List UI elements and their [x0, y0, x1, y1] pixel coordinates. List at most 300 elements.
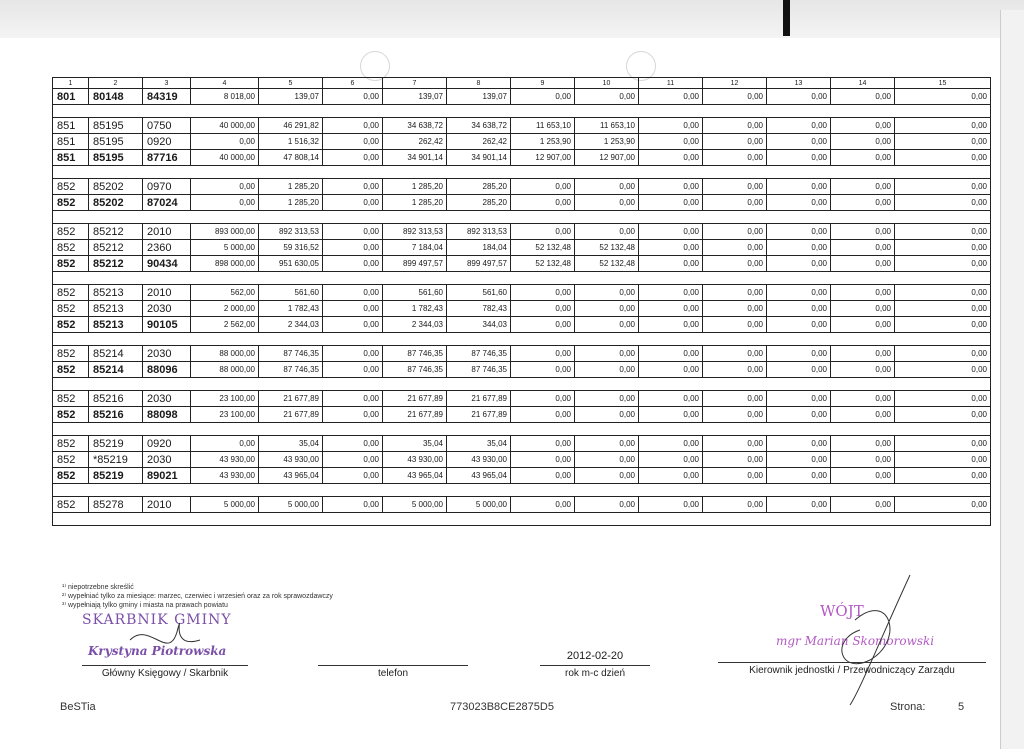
- table-cell: 2360: [143, 240, 191, 256]
- table-cell: 0,00: [767, 497, 831, 513]
- table-cell: 0,00: [639, 391, 703, 407]
- table-cell: 85202: [89, 195, 143, 211]
- table-cell: 0,00: [511, 452, 575, 468]
- table-cell: 0,00: [767, 179, 831, 195]
- table-cell: 43 965,04: [383, 468, 447, 484]
- table-cell: 0,00: [323, 468, 383, 484]
- table-cell: 0,00: [323, 195, 383, 211]
- table-cell: 84319: [143, 89, 191, 105]
- table-cell: 43 965,04: [447, 468, 511, 484]
- table-cell: 0,00: [575, 391, 639, 407]
- table-cell: 0,00: [511, 407, 575, 423]
- column-header: 8: [447, 78, 511, 89]
- table-cell: 285,20: [447, 195, 511, 211]
- table-cell: 85213: [89, 317, 143, 333]
- table-cell: 0,00: [831, 317, 895, 333]
- table-cell: 0,00: [767, 240, 831, 256]
- column-header: 3: [143, 78, 191, 89]
- table-cell: 0,00: [703, 497, 767, 513]
- table-cell: 561,60: [447, 285, 511, 301]
- table-cell: 0,00: [323, 179, 383, 195]
- table-cell: 561,60: [383, 285, 447, 301]
- table-cell: 0,00: [575, 195, 639, 211]
- column-header: 7: [383, 78, 447, 89]
- table-cell: 85216: [89, 391, 143, 407]
- table-cell: 852: [53, 346, 89, 362]
- table-cell: 2030: [143, 452, 191, 468]
- table-cell: 0,00: [831, 436, 895, 452]
- table-cell: 34 901,14: [383, 150, 447, 166]
- table-cell: 899 497,57: [447, 256, 511, 272]
- mayor-stamp-name: mgr Marian Skomorowski: [776, 634, 935, 648]
- table-cell: 0,00: [767, 285, 831, 301]
- table-cell: 892 313,53: [447, 224, 511, 240]
- date-line: [540, 665, 650, 666]
- table-cell: 0,00: [575, 452, 639, 468]
- table-cell: 0,00: [895, 179, 991, 195]
- table-cell: 1 516,32: [259, 134, 323, 150]
- table-cell: 12 907,00: [575, 150, 639, 166]
- footnote: ¹⁾ niepotrzebne skreślić: [62, 584, 134, 591]
- table-cell: 0,00: [831, 301, 895, 317]
- treasurer-label: Główny Księgowy / Skarbnik: [101, 668, 229, 679]
- table-cell: 34 638,72: [383, 118, 447, 134]
- table-cell: 0,00: [323, 150, 383, 166]
- column-header: 6: [323, 78, 383, 89]
- table-cell: 0,00: [639, 468, 703, 484]
- table-cell: 5 000,00: [383, 497, 447, 513]
- page-label: Strona:: [890, 701, 926, 713]
- table-cell: 0,00: [323, 118, 383, 134]
- page-number: 5: [958, 701, 965, 713]
- table-cell: 0,00: [895, 317, 991, 333]
- table-cell: 893 000,00: [191, 224, 259, 240]
- table-cell: 0,00: [511, 346, 575, 362]
- table-cell: 0,00: [639, 134, 703, 150]
- table-cell: 0,00: [323, 89, 383, 105]
- table-cell: 0,00: [895, 256, 991, 272]
- table-cell: 0,00: [575, 179, 639, 195]
- table-cell: 0,00: [639, 452, 703, 468]
- table-cell: 0,00: [323, 497, 383, 513]
- table-cell: 0,00: [575, 362, 639, 378]
- table-cell: 89021: [143, 468, 191, 484]
- table-cell: 2010: [143, 285, 191, 301]
- table-cell: 87 746,35: [259, 346, 323, 362]
- table-cell: 899 497,57: [383, 256, 447, 272]
- table-cell: 0,00: [703, 362, 767, 378]
- table-cell: 0,00: [511, 89, 575, 105]
- table-cell: 184,04: [447, 240, 511, 256]
- table-cell: 851: [53, 150, 89, 166]
- table-cell: 43 930,00: [191, 468, 259, 484]
- table-cell: 35,04: [259, 436, 323, 452]
- table-cell: 46 291,82: [259, 118, 323, 134]
- table-cell: 85212: [89, 224, 143, 240]
- table-cell: 0,00: [767, 134, 831, 150]
- table-cell: 0,00: [767, 452, 831, 468]
- table-cell: 562,00: [191, 285, 259, 301]
- table-cell: 852: [53, 256, 89, 272]
- table-cell: 0,00: [511, 301, 575, 317]
- table-cell: 0,00: [639, 346, 703, 362]
- treasurer-stamp-title: SKARBNIK GMINY: [82, 612, 232, 628]
- table-cell: 892 313,53: [383, 224, 447, 240]
- table-cell: 0,00: [511, 317, 575, 333]
- table-cell: 0,00: [323, 285, 383, 301]
- table-cell: 0,00: [767, 407, 831, 423]
- table-cell: 0,00: [323, 240, 383, 256]
- column-header: 9: [511, 78, 575, 89]
- table-cell: 0,00: [511, 391, 575, 407]
- table-cell: 0,00: [831, 224, 895, 240]
- table-cell: 21 677,89: [447, 407, 511, 423]
- table-cell: 0,00: [703, 407, 767, 423]
- table-cell: 0,00: [323, 407, 383, 423]
- table-cell: 2 562,00: [191, 317, 259, 333]
- table-cell: 0,00: [831, 89, 895, 105]
- table-cell: 0,00: [639, 89, 703, 105]
- table-cell: *85219: [89, 452, 143, 468]
- table-cell: 85213: [89, 285, 143, 301]
- table-cell: 852: [53, 436, 89, 452]
- table-cell: 0,00: [895, 407, 991, 423]
- table-cell: 47 808,14: [259, 150, 323, 166]
- table-cell: 59 316,52: [259, 240, 323, 256]
- column-header: 2: [89, 78, 143, 89]
- table-cell: 0,00: [767, 89, 831, 105]
- column-header: 15: [895, 78, 991, 89]
- table-cell: 0,00: [831, 407, 895, 423]
- footnote: ²⁾ wypełniać tylko za miesiące: marzec, czerwiec i wrzesień oraz za rok sprawozdawczy: [62, 593, 333, 600]
- table-cell: 0,00: [831, 497, 895, 513]
- table-cell: 0,00: [323, 134, 383, 150]
- table-cell: 2 344,03: [383, 317, 447, 333]
- table-cell: 2 344,03: [259, 317, 323, 333]
- table-cell: 0,00: [703, 134, 767, 150]
- table-cell: 0750: [143, 118, 191, 134]
- table-cell: 0,00: [639, 150, 703, 166]
- table-cell: 52 132,48: [575, 256, 639, 272]
- table-cell: 52 132,48: [511, 256, 575, 272]
- table-cell: 0,00: [703, 179, 767, 195]
- column-header: 14: [831, 78, 895, 89]
- table-cell: 21 677,89: [259, 407, 323, 423]
- table-cell: 0,00: [639, 118, 703, 134]
- table-cell: 0,00: [703, 224, 767, 240]
- column-header: 13: [767, 78, 831, 89]
- table-cell: 0,00: [639, 301, 703, 317]
- table-cell: 0,00: [895, 452, 991, 468]
- table-cell: 0,00: [703, 468, 767, 484]
- table-cell: 52 132,48: [575, 240, 639, 256]
- table-cell: 87 746,35: [259, 362, 323, 378]
- table-cell: 0,00: [511, 436, 575, 452]
- table-cell: 0,00: [703, 301, 767, 317]
- table-cell: 85212: [89, 256, 143, 272]
- table-cell: 0,00: [511, 468, 575, 484]
- footnote: ³⁾ wypełniają tylko gminy i miasta na prawach powiatu: [62, 602, 228, 609]
- table-cell: 0,00: [895, 362, 991, 378]
- table-cell: 852: [53, 224, 89, 240]
- table-cell: 21 677,89: [383, 391, 447, 407]
- table-cell: 852: [53, 362, 89, 378]
- table-cell: 0,00: [703, 240, 767, 256]
- table-cell: 0,00: [831, 118, 895, 134]
- head-signature-line: [718, 662, 986, 663]
- table-cell: 88 000,00: [191, 346, 259, 362]
- table-cell: 40 000,00: [191, 118, 259, 134]
- table-cell: 0,00: [831, 468, 895, 484]
- table-cell: 5 000,00: [259, 497, 323, 513]
- table-cell: 0,00: [895, 224, 991, 240]
- table-cell: 0,00: [767, 317, 831, 333]
- table-cell: 0,00: [511, 195, 575, 211]
- table-cell: 852: [53, 391, 89, 407]
- table-cell: 852: [53, 452, 89, 468]
- table-cell: 0,00: [703, 346, 767, 362]
- table-cell: 139,07: [259, 89, 323, 105]
- table-cell: 0,00: [703, 285, 767, 301]
- column-header: 10: [575, 78, 639, 89]
- table-cell: 0,00: [831, 452, 895, 468]
- treasurer-signature-line: [82, 665, 248, 666]
- table-cell: 0,00: [895, 285, 991, 301]
- table-cell: 0,00: [703, 195, 767, 211]
- table-cell: 12 907,00: [511, 150, 575, 166]
- table-cell: 0,00: [639, 317, 703, 333]
- table-cell: 0,00: [639, 195, 703, 211]
- table-cell: 0,00: [831, 256, 895, 272]
- table-cell: 7 184,04: [383, 240, 447, 256]
- report-date: 2012-02-20: [566, 650, 624, 662]
- table-cell: 35,04: [447, 436, 511, 452]
- treasurer-stamp-name: Krystyna Piotrowska: [88, 644, 227, 658]
- table-cell: 8 018,00: [191, 89, 259, 105]
- table-cell: 0,00: [831, 150, 895, 166]
- table-cell: 23 100,00: [191, 407, 259, 423]
- table-cell: 85214: [89, 346, 143, 362]
- table-cell: 0,00: [639, 436, 703, 452]
- table-cell: 1 253,90: [511, 134, 575, 150]
- table-cell: 5 000,00: [447, 497, 511, 513]
- table-cell: 0,00: [703, 150, 767, 166]
- table-cell: 5 000,00: [191, 497, 259, 513]
- table-cell: 0,00: [831, 285, 895, 301]
- table-cell: 0,00: [191, 195, 259, 211]
- table-cell: 898 000,00: [191, 256, 259, 272]
- table-cell: 0,00: [831, 391, 895, 407]
- table-cell: 561,60: [259, 285, 323, 301]
- table-cell: 0970: [143, 179, 191, 195]
- table-cell: 852: [53, 407, 89, 423]
- table-cell: 0,00: [511, 224, 575, 240]
- column-header: 1: [53, 78, 89, 89]
- table-cell: 0,00: [831, 362, 895, 378]
- table-cell: 0,00: [639, 240, 703, 256]
- table-cell: 87 746,35: [447, 362, 511, 378]
- phone-line: [318, 665, 468, 666]
- table-cell: 0,00: [191, 436, 259, 452]
- table-cell: 0,00: [575, 224, 639, 240]
- table-cell: 0,00: [767, 118, 831, 134]
- table-cell: 0,00: [639, 285, 703, 301]
- table-cell: 87 746,35: [383, 362, 447, 378]
- table-cell: 0,00: [895, 118, 991, 134]
- table-cell: 87024: [143, 195, 191, 211]
- table-cell: 87 746,35: [383, 346, 447, 362]
- table-cell: 851: [53, 134, 89, 150]
- table-cell: 0,00: [767, 362, 831, 378]
- table-cell: 85214: [89, 362, 143, 378]
- table-cell: 0,00: [323, 362, 383, 378]
- column-header: 4: [191, 78, 259, 89]
- table-cell: 2010: [143, 224, 191, 240]
- table-cell: 0,00: [575, 301, 639, 317]
- table-cell: 1 285,20: [383, 195, 447, 211]
- table-cell: 782,43: [447, 301, 511, 317]
- table-cell: 52 132,48: [511, 240, 575, 256]
- table-cell: 43 930,00: [191, 452, 259, 468]
- table-cell: 21 677,89: [447, 391, 511, 407]
- table-cell: 0,00: [323, 224, 383, 240]
- table-cell: 85195: [89, 118, 143, 134]
- table-cell: 85212: [89, 240, 143, 256]
- table-cell: 1 285,20: [383, 179, 447, 195]
- table-cell: 85195: [89, 134, 143, 150]
- table-cell: 88 000,00: [191, 362, 259, 378]
- table-cell: 1 285,20: [259, 195, 323, 211]
- table-cell: 0,00: [703, 436, 767, 452]
- table-cell: 801: [53, 89, 89, 105]
- table-cell: 1 253,90: [575, 134, 639, 150]
- table-cell: 0,00: [511, 497, 575, 513]
- table-cell: 0,00: [703, 317, 767, 333]
- table-cell: 2030: [143, 391, 191, 407]
- phone-label: telefon: [377, 668, 409, 679]
- table-cell: 11 653,10: [511, 118, 575, 134]
- table-cell: 0,00: [895, 497, 991, 513]
- table-cell: 852: [53, 240, 89, 256]
- table-cell: 2010: [143, 497, 191, 513]
- table-cell: 2 000,00: [191, 301, 259, 317]
- table-cell: 88096: [143, 362, 191, 378]
- table-cell: 1 782,43: [259, 301, 323, 317]
- table-cell: 90105: [143, 317, 191, 333]
- table-cell: 85213: [89, 301, 143, 317]
- table-cell: 0,00: [895, 436, 991, 452]
- table-cell: 0,00: [831, 195, 895, 211]
- table-cell: 262,42: [447, 134, 511, 150]
- table-cell: 0,00: [323, 301, 383, 317]
- table-cell: 852: [53, 317, 89, 333]
- table-cell: 21 677,89: [259, 391, 323, 407]
- table-cell: 0,00: [639, 224, 703, 240]
- table-cell: 139,07: [447, 89, 511, 105]
- table-cell: 852: [53, 497, 89, 513]
- table-cell: 21 677,89: [383, 407, 447, 423]
- table-cell: 0,00: [831, 346, 895, 362]
- table-cell: 43 965,04: [259, 468, 323, 484]
- table-cell: 0,00: [831, 134, 895, 150]
- table-cell: 852: [53, 179, 89, 195]
- table-cell: 0,00: [575, 346, 639, 362]
- table-cell: 0,00: [511, 179, 575, 195]
- table-cell: 0,00: [767, 150, 831, 166]
- table-cell: 87 746,35: [447, 346, 511, 362]
- table-cell: 85278: [89, 497, 143, 513]
- table-cell: 0,00: [767, 436, 831, 452]
- table-cell: 0,00: [895, 150, 991, 166]
- table-cell: 2030: [143, 301, 191, 317]
- table-cell: 0,00: [895, 301, 991, 317]
- table-cell: 43 930,00: [259, 452, 323, 468]
- table-cell: 87716: [143, 150, 191, 166]
- table-cell: 262,42: [383, 134, 447, 150]
- table-cell: 852: [53, 301, 89, 317]
- table-cell: 0,00: [703, 118, 767, 134]
- table-cell: 0920: [143, 134, 191, 150]
- column-header: 5: [259, 78, 323, 89]
- table-cell: 0,00: [895, 240, 991, 256]
- table-cell: 0,00: [767, 301, 831, 317]
- table-cell: 0,00: [323, 436, 383, 452]
- table-cell: 88098: [143, 407, 191, 423]
- table-cell: 0,00: [639, 497, 703, 513]
- table-cell: 40 000,00: [191, 150, 259, 166]
- table-cell: 34 638,72: [447, 118, 511, 134]
- table-cell: 0,00: [191, 134, 259, 150]
- table-cell: 0,00: [895, 468, 991, 484]
- table-cell: 0,00: [831, 179, 895, 195]
- table-cell: 0,00: [703, 391, 767, 407]
- table-cell: 90434: [143, 256, 191, 272]
- table-cell: 43 930,00: [447, 452, 511, 468]
- table-cell: 951 630,05: [259, 256, 323, 272]
- table-cell: 5 000,00: [191, 240, 259, 256]
- table-cell: 0,00: [575, 468, 639, 484]
- table-cell: 0,00: [323, 391, 383, 407]
- table-cell: 0,00: [767, 224, 831, 240]
- table-cell: 80148: [89, 89, 143, 105]
- table-cell: 0,00: [639, 256, 703, 272]
- table-cell: 0,00: [639, 407, 703, 423]
- table-cell: 0,00: [703, 256, 767, 272]
- table-cell: 0,00: [831, 240, 895, 256]
- table-cell: 0,00: [575, 89, 639, 105]
- table-cell: 0,00: [511, 285, 575, 301]
- table-cell: 851: [53, 118, 89, 134]
- table-cell: 0,00: [323, 256, 383, 272]
- table-cell: 0,00: [575, 436, 639, 452]
- document-code: 773023B8CE2875D5: [450, 701, 554, 713]
- table-cell: 0,00: [575, 285, 639, 301]
- table-cell: 139,07: [383, 89, 447, 105]
- head-label: Kierownik jednostki / Przewodniczący Zarządu: [749, 665, 955, 676]
- table-cell: 0920: [143, 436, 191, 452]
- table-cell: 23 100,00: [191, 391, 259, 407]
- table-cell: 1 782,43: [383, 301, 447, 317]
- table-cell: 0,00: [639, 179, 703, 195]
- table-cell: 1 285,20: [259, 179, 323, 195]
- table-cell: 85219: [89, 436, 143, 452]
- table-cell: 0,00: [323, 317, 383, 333]
- table-cell: 0,00: [703, 452, 767, 468]
- table-cell: 43 930,00: [383, 452, 447, 468]
- system-name: BeSTia: [60, 701, 96, 713]
- table-cell: 34 901,14: [447, 150, 511, 166]
- date-label: rok m-c dzień: [564, 668, 625, 679]
